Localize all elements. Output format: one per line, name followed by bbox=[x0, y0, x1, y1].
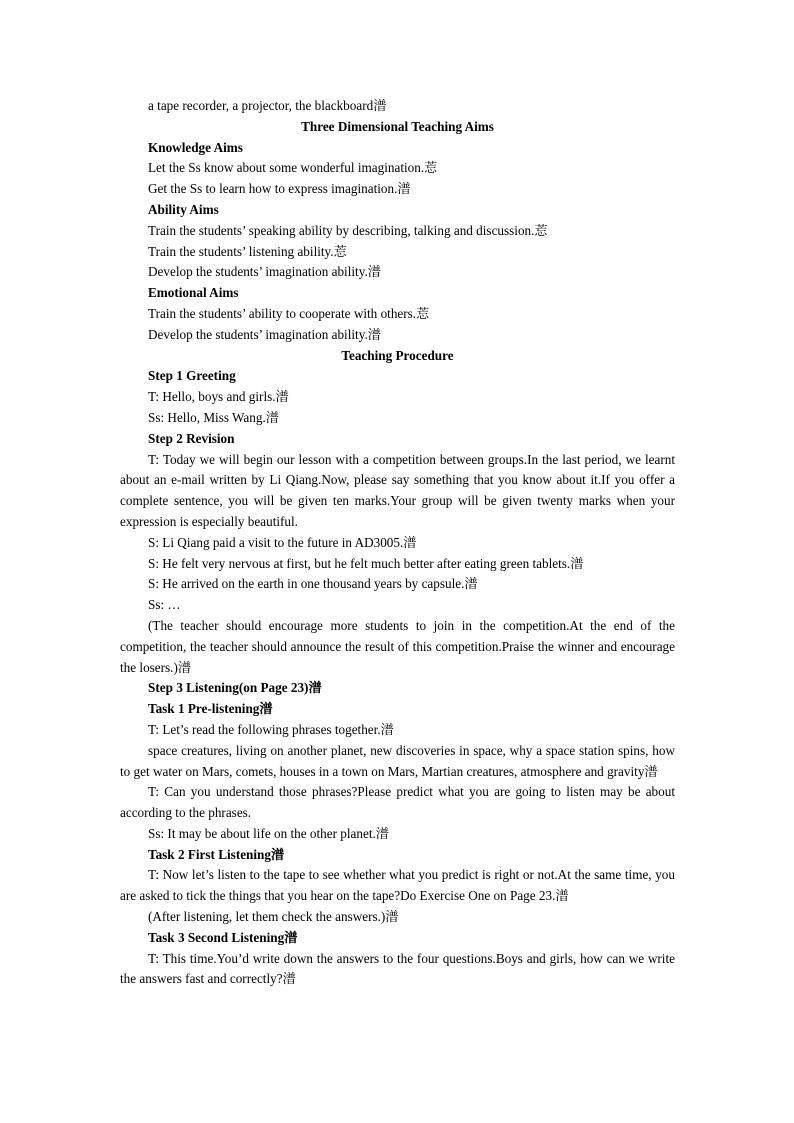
task-1-heading: Task 1 Pre-listening潽 bbox=[148, 701, 273, 717]
emotional-aim-2: Develop the students’ imagination ability.潽 bbox=[148, 326, 381, 342]
subheading-knowledge-aims: Knowledge Aims bbox=[148, 139, 243, 155]
dialogue-line: S: He felt very nervous at first, but he felt much better after eating green tablets.潽 bbox=[148, 555, 584, 571]
subheading-emotional-aims: Emotional Aims bbox=[148, 285, 239, 301]
second-listening-paragraph: T: This time.You’d write down the answers to the four questions.Boys and girls, how can we write the answers fast and correctly?潽 bbox=[120, 950, 675, 987]
task-3-heading: Task 3 Second Listening潽 bbox=[148, 929, 298, 945]
subheading-ability-aims: Ability Aims bbox=[148, 201, 219, 217]
ability-aim-1: Train the students’ speaking ability by describing, talking and discussion.莣 bbox=[148, 222, 548, 238]
teacher-note-paragraph: (The teacher should encourage more students to join in the competition.At the end of the competition, the teacher should announce the result of this competition.Praise the winner and encourage the losers.)潽 bbox=[120, 617, 675, 675]
task-2-heading: Task 2 First Listening潽 bbox=[148, 846, 285, 862]
ability-aim-2: Train the students’ listening ability.莣 bbox=[148, 243, 347, 259]
revision-paragraph: T: Today we will begin our lesson with a competition between groups.In the last period, we learnt about an e-mail written by Li Qiang.Now, please say something that you know about it.If you offer a complete sentence, you will be given ten marks.Your group will be given twenty marks when your expression is especially beautiful. bbox=[120, 451, 675, 529]
materials-line: a tape recorder, a projector, the blackboard潽 bbox=[148, 98, 387, 113]
dialogue-line: Ss: Hello, Miss Wang.潽 bbox=[148, 409, 279, 425]
dialogue-line: T: Let’s read the following phrases together.潽 bbox=[148, 721, 394, 737]
dialogue-line: Ss: It may be about life on the other planet.潽 bbox=[148, 825, 389, 841]
ability-aim-3: Develop the students’ imagination ability.潽 bbox=[148, 264, 381, 280]
document-page bbox=[120, 96, 675, 990]
emotional-aim-1: Train the students’ ability to cooperate with others.莣 bbox=[148, 305, 430, 321]
dialogue-line: T: Hello, boys and girls.潽 bbox=[148, 389, 289, 405]
step-1-heading: Step 1 Greeting bbox=[148, 368, 236, 384]
step-3-heading: Step 3 Listening(on Page 23)潽 bbox=[148, 680, 322, 696]
dialogue-line: S: He arrived on the earth in one thousand years by capsule.潽 bbox=[148, 576, 478, 592]
first-listening-paragraph: T: Now let’s listen to the tape to see whether what you predict is right or not.At the same time, you are asked to tick the things that you hear on the tape?Do Exercise One on Page 23.潽 bbox=[120, 867, 675, 904]
section-heading-aims: Three Dimensional Teaching Aims bbox=[301, 118, 494, 134]
phrases-paragraph: space creatures, living on another planet, new discoveries in space, why a space station spins, how to get water on Mars, comets, houses in a town on Mars, Martian creatures, atmosphere and gravity潽 bbox=[120, 742, 675, 779]
predict-paragraph: T: Can you understand those phrases?Please predict what you are going to listen may be about according to the phrases. bbox=[120, 784, 675, 821]
dialogue-line: S: Li Qiang paid a visit to the future in AD3005.潽 bbox=[148, 534, 417, 550]
step-2-heading: Step 2 Revision bbox=[148, 430, 235, 446]
knowledge-aim-2: Get the Ss to learn how to express imagination.潽 bbox=[148, 181, 411, 197]
dialogue-line: Ss: … bbox=[148, 597, 181, 613]
knowledge-aim-1: Let the Ss know about some wonderful imagination.莣 bbox=[148, 160, 438, 176]
section-heading-procedure: Teaching Procedure bbox=[341, 347, 454, 363]
check-answers-line: (After listening, let them check the answers.)潽 bbox=[148, 909, 399, 925]
